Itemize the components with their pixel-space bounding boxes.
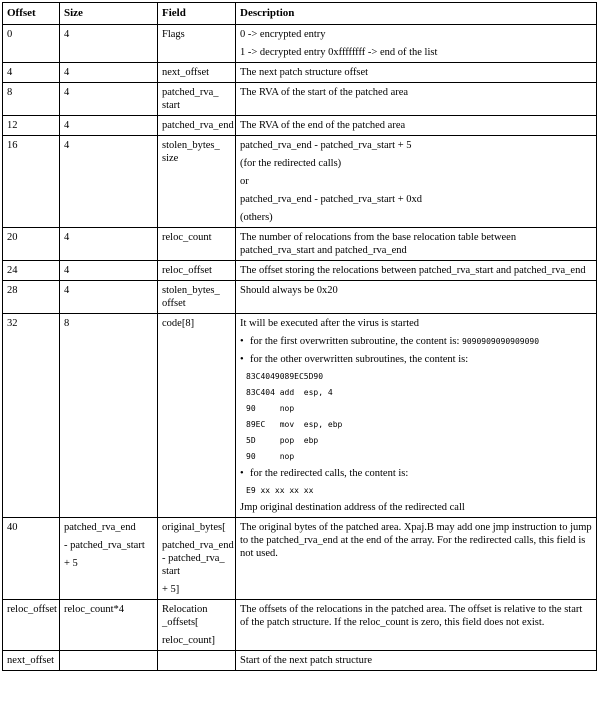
code-line: 90 nop — [246, 404, 295, 413]
offset-cell: 12 — [3, 116, 60, 136]
field-line: original_bytes[ — [162, 522, 226, 533]
offset-cell: 4 — [3, 63, 60, 83]
bullet-item — [240, 467, 592, 480]
field-line: patched_rva_end - patched_rva_ start — [162, 540, 234, 577]
size-cell: 4 — [60, 116, 158, 136]
description-line: or — [240, 176, 249, 187]
header-row — [3, 3, 597, 25]
code-bytes: 9090909090909090 — [462, 337, 540, 346]
description-cell — [236, 136, 597, 228]
field-line: reloc_count] — [162, 635, 216, 646]
bullet-item — [240, 335, 592, 348]
code-line: 90 nop — [246, 452, 295, 461]
field-cell: next_offset — [158, 63, 236, 83]
table-row — [3, 518, 597, 600]
size-cell — [60, 518, 158, 600]
size-line: - patched_rva_start — [64, 540, 145, 551]
field-cell — [158, 518, 236, 600]
description-cell — [236, 228, 597, 261]
table-row — [3, 116, 597, 136]
size-line: patched_rva_end — [64, 522, 136, 533]
size-cell: 8 — [60, 314, 158, 518]
description-cell — [236, 281, 597, 314]
code-line: 5D pop ebp — [246, 436, 319, 445]
table-row — [3, 261, 597, 281]
offset-cell: 40 — [3, 518, 60, 600]
offset-cell: 24 — [3, 261, 60, 281]
code-line: 89EC mov esp, ebp — [246, 420, 343, 429]
field-cell: stolen_bytes_ offset — [158, 281, 236, 314]
description-line: (for the redirected calls) — [240, 158, 342, 169]
description-line: 0 -> encrypted entry — [240, 29, 326, 40]
offset-cell: 28 — [3, 281, 60, 314]
offset-cell: 16 — [3, 136, 60, 228]
size-cell: 4 — [60, 136, 158, 228]
code-listing — [246, 485, 592, 496]
header-offset: Offset — [3, 3, 60, 25]
description-line: (others) — [240, 212, 273, 223]
code-line: E9 xx xx xx xx — [246, 486, 314, 495]
description-line: The RVA of the end of the patched area — [240, 120, 406, 131]
description-line: The next patch structure offset — [240, 67, 369, 78]
header-field: Field — [158, 3, 236, 25]
description-line: Start of the next patch structure — [240, 655, 373, 666]
header-description: Description — [236, 3, 597, 25]
field-cell — [158, 651, 236, 671]
size-line: + 5 — [64, 558, 78, 569]
code-line: 83C404 add esp, 4 — [246, 388, 333, 397]
description-cell — [236, 600, 597, 651]
offset-cell: 8 — [3, 83, 60, 116]
field-cell: patched_rva_ start — [158, 83, 236, 116]
field-cell: Flags — [158, 25, 236, 63]
table-row — [3, 25, 597, 63]
code-line: 83C4049089EC5D90 — [246, 372, 324, 381]
description-cell — [236, 261, 597, 281]
size-cell — [60, 651, 158, 671]
size-cell: 4 — [60, 25, 158, 63]
table-row — [3, 281, 597, 314]
offset-cell: reloc_offset — [3, 600, 60, 651]
bullet-text: for the redirected calls, the content is: — [250, 468, 409, 479]
description-line: patched_rva_end - patched_rva_start + 0xd — [240, 194, 423, 205]
table-row — [3, 314, 597, 518]
offset-cell: next_offset — [3, 651, 60, 671]
description-line: The original bytes of the patched area. Xpaj.B may add one jmp instruction to jump to the patched_rva_end at the end of the array. For the redirected calls, this field is not used. — [240, 522, 592, 559]
table-row — [3, 83, 597, 116]
size-cell: 4 — [60, 281, 158, 314]
patch-structure-table — [2, 2, 597, 671]
description-line: 1 -> decrypted entry 0xffffffff -> end of the list — [240, 47, 438, 58]
description-cell — [236, 63, 597, 83]
description-cell — [236, 116, 597, 136]
description-intro: It will be executed after the virus is started — [240, 318, 420, 329]
size-cell: 4 — [60, 228, 158, 261]
offset-cell: 0 — [3, 25, 60, 63]
description-line: The number of relocations from the base relocation table between patched_rva_start and patched_rva_end — [240, 232, 517, 256]
field-cell: patched_rva_end — [158, 116, 236, 136]
offset-cell: 32 — [3, 314, 60, 518]
field-line: + 5] — [162, 584, 180, 595]
description-line: The offset storing the relocations between patched_rva_start and patched_rva_end — [240, 265, 586, 276]
description-cell — [236, 651, 597, 671]
bullet-text: for the first overwritten subroutine, the content is: — [250, 336, 460, 347]
field-cell: code[8] — [158, 314, 236, 518]
description-line: The offsets of the relocations in the patched area. The offset is relative to the start of the patch structure. If the reloc_count is zero, this field does not exist. — [240, 604, 583, 628]
table-row — [3, 136, 597, 228]
description-line: The RVA of the start of the patched area — [240, 87, 409, 98]
field-cell: reloc_count — [158, 228, 236, 261]
table-row — [3, 651, 597, 671]
field-line: Relocation _offsets[ — [162, 604, 208, 628]
size-cell: 4 — [60, 261, 158, 281]
description-cell — [236, 83, 597, 116]
size-cell: 4 — [60, 63, 158, 83]
description-cell — [236, 518, 597, 600]
field-cell: reloc_offset — [158, 261, 236, 281]
description-line: patched_rva_end - patched_rva_start + 5 — [240, 140, 412, 151]
description-line: Should always be 0x20 — [240, 285, 338, 296]
header-size: Size — [60, 3, 158, 25]
size-cell: 4 — [60, 83, 158, 116]
description-cell — [236, 25, 597, 63]
table-row — [3, 63, 597, 83]
field-cell: stolen_bytes_ size — [158, 136, 236, 228]
size-cell: reloc_count*4 — [60, 600, 158, 651]
code-listing — [246, 371, 592, 462]
bullet-text: for the other overwritten subroutines, the content is: — [250, 354, 469, 365]
table-row — [3, 600, 597, 651]
field-cell — [158, 600, 236, 651]
offset-cell: 20 — [3, 228, 60, 261]
description-cell — [236, 314, 597, 518]
table-row — [3, 228, 597, 261]
description-outro: Jmp original destination address of the redirected call — [240, 502, 465, 513]
bullet-item — [240, 353, 592, 366]
